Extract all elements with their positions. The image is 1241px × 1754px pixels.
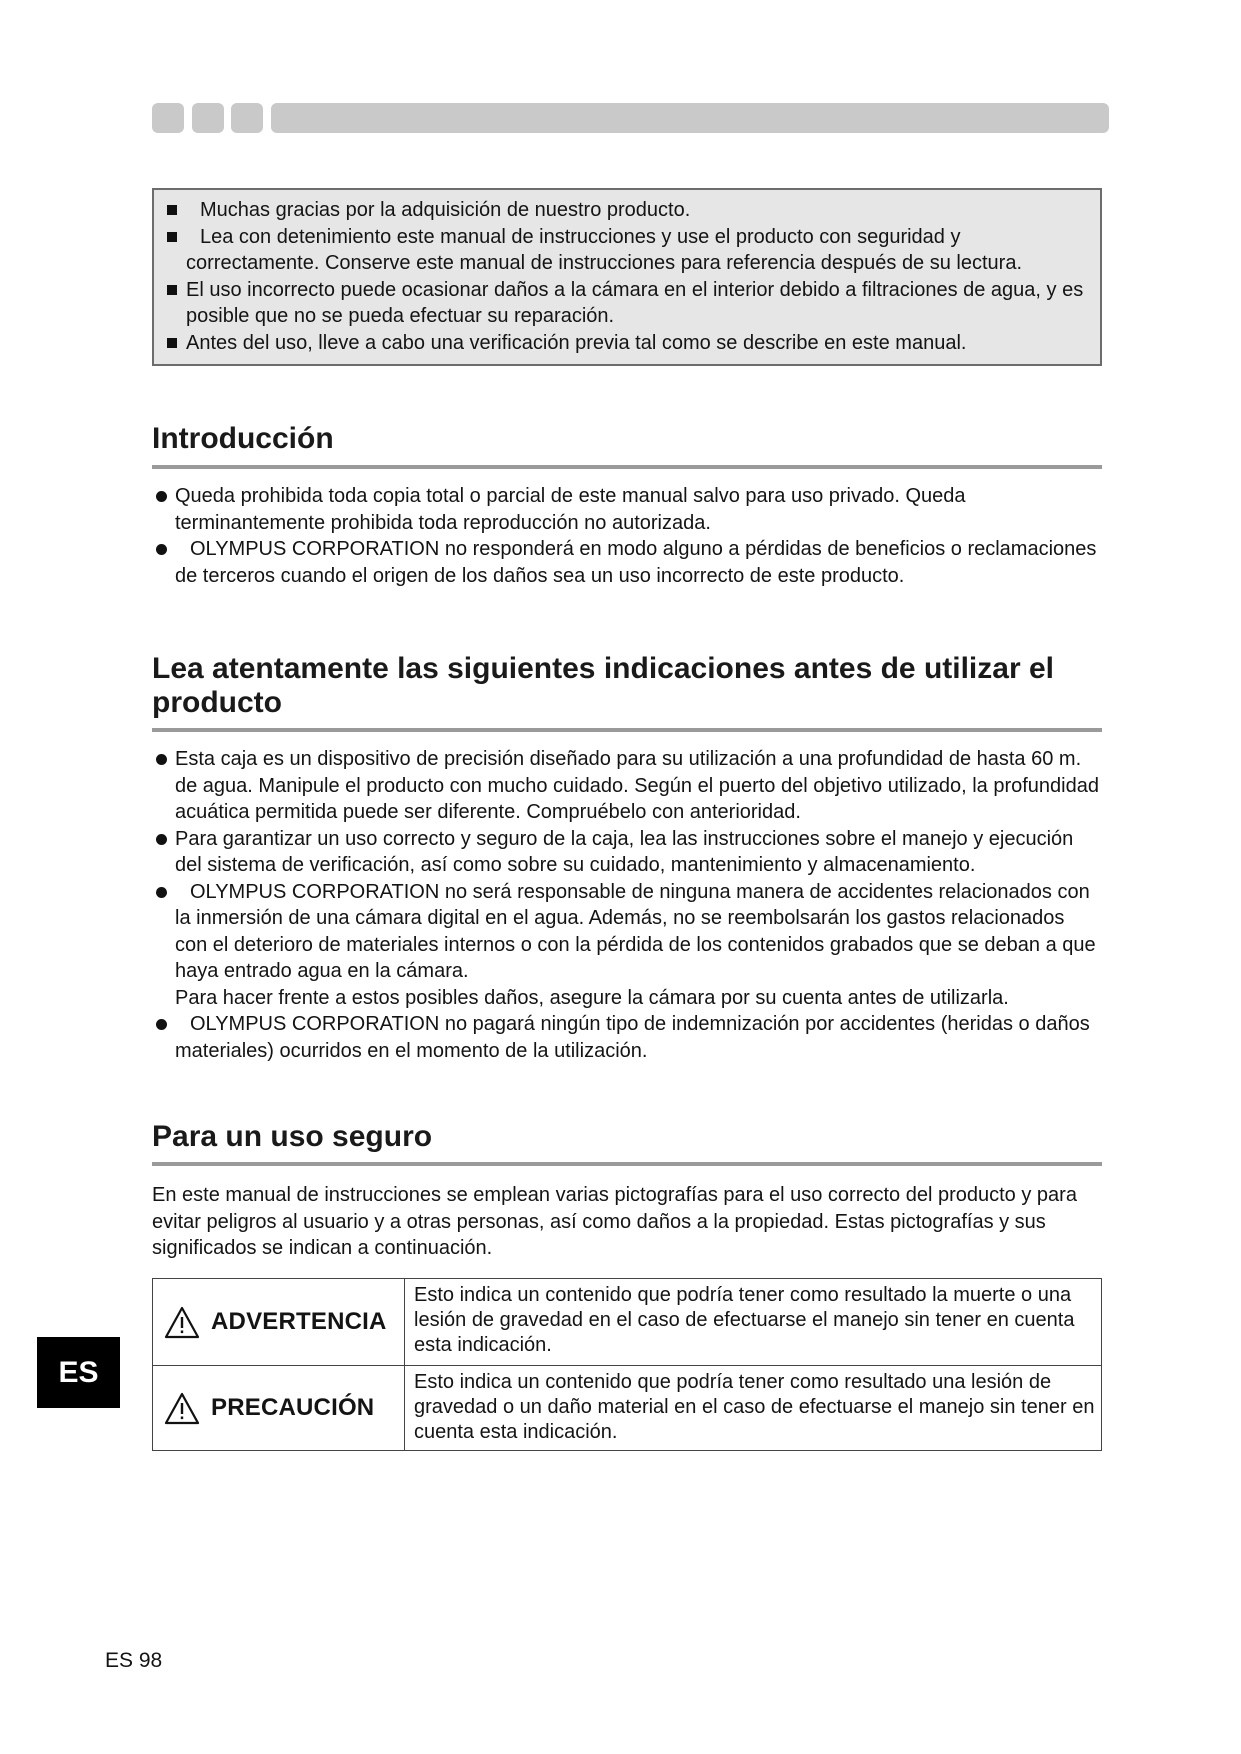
circle-bullet-icon [156,754,167,765]
table-row [153,1366,1102,1451]
circle-bullet-icon [156,544,167,555]
uso-seguro-intro: En este manual de instrucciones se emplean varias pictografías para el uso correcto del producto y para evitar peligros al usuario y a otras personas, así como daños a la propiedad. Estas pictografías y sus significados se indican a continuación. [152,1184,1077,1259]
square-bullet-icon [167,285,177,295]
legend-label-precaucion: PRECAUCIÓN [211,1394,375,1421]
notice-item [154,277,1100,330]
list-item-text: OLYMPUS CORPORATION no será responsable de ninguna manera de accidentes relacionados con la inmersión de una cámara digital en el agua. Además, no se reembolsarán los gastos relacionados con el deterioro de materiales internos o con la pérdida de los contenidos grabados que se deban a que haya entrado agua en la cámara. [175,880,1096,982]
circle-bullet-icon [156,887,167,898]
table-row [153,1279,1102,1366]
header-block [152,103,184,133]
header-title-bar [271,103,1109,133]
section-title-lea-atentamente: Lea atentamente las siguientes indicaciones antes de utilizar el producto [152,652,1054,719]
list-item [152,746,1102,826]
circle-bullet-icon [156,1019,167,1030]
notice-item-text: Antes del uso, lleve a cabo una verificación previa tal como se describe en este manual. [186,331,967,354]
list-item [152,536,1102,589]
list-item-note: Para hacer frente a estos posibles daños, asegure la cámara por su cuenta antes de utilizarla. [175,986,1009,1009]
list-item-text: OLYMPUS CORPORATION no responderá en modo alguno a pérdidas de beneficios o reclamaciones de terceros cuando el origen de los daños sea un uso incorrecto de este producto. [175,538,1097,587]
notice-item-text: Muchas gracias por la adquisición de nuestro producto. [200,199,691,221]
language-tab-label: ES [58,1355,99,1389]
notice-box [152,188,1102,366]
notice-item [154,197,1100,224]
legend-label-cell [153,1279,405,1366]
legend-description: Esto indica un contenido que podría tener como resultado la muerte o una lesión de gravedad en el caso de efectuarse el manejo sin tener en cuenta esta indicación. [405,1279,1102,1366]
section-rule [152,465,1102,469]
list-item-text: Para garantizar un uso correcto y seguro de la caja, lea las instrucciones sobre el manejo y ejecución del sistema de verificación, así como sobre su cuidado, mantenimiento y almacenamiento. [175,827,1074,876]
square-bullet-icon [167,338,177,348]
list-item-text: Esta caja es un dispositivo de precisión diseñado para su utilización a una profundidad de hasta 60 m. de agua. Manipule el producto con mucho cuidado. Según el puerto del objetivo utilizado, la profundidad acuática permitida puede ser diferente. Compruébelo con anterioridad. [175,748,1099,823]
list-item [152,879,1102,1012]
section-title-introduccion: Introducción [152,422,334,455]
pictogram-legend-table [152,1278,1102,1451]
language-tab [37,1337,120,1408]
notice-item [154,224,1100,277]
section-rule [152,728,1102,732]
legend-description: Esto indica un contenido que podría tener como resultado una lesión de gravedad o un daño material en el caso de efectuarse el manejo sin tener en cuenta esta indicación. [405,1366,1102,1451]
list-item [152,1011,1102,1064]
warning-triangle-icon [164,1392,200,1425]
list-item-text: OLYMPUS CORPORATION no pagará ningún tipo de indemnización por accidentes (heridas o daños materiales) ocurridos en el momento de la utilización. [175,1013,1090,1062]
header-block [192,103,224,133]
lea-atentamente-list [152,746,1102,1064]
notice-item-text: Lea con detenimiento este manual de instrucciones y use el producto con seguridad y correctamente. Conserve este manual de instrucciones para referencia después de su lectura. [186,225,1023,274]
section-rule [152,1162,1102,1166]
legend-label-cell [153,1366,405,1451]
list-item [152,483,1102,536]
notice-list [154,197,1100,356]
square-bullet-icon [167,232,177,242]
warning-triangle-icon [164,1306,200,1339]
list-item-text: Queda prohibida toda copia total o parcial de este manual salvo para uso privado. Queda terminantemente prohibida toda reproducción no autorizada. [175,485,966,534]
legend-label-advertencia: ADVERTENCIA [211,1308,387,1335]
page-number: ES 98 [105,1649,163,1672]
introduccion-list [152,483,1102,589]
circle-bullet-icon [156,491,167,502]
header-block [231,103,263,133]
notice-item-text: El uso incorrecto puede ocasionar daños a la cámara en el interior debido a filtraciones de agua, y es posible que no se pueda efectuar su reparación. [186,278,1084,327]
circle-bullet-icon [156,834,167,845]
square-bullet-icon [167,205,177,215]
notice-item [154,330,1100,357]
list-item [152,826,1102,879]
section-title-uso-seguro: Para un uso seguro [152,1120,433,1153]
